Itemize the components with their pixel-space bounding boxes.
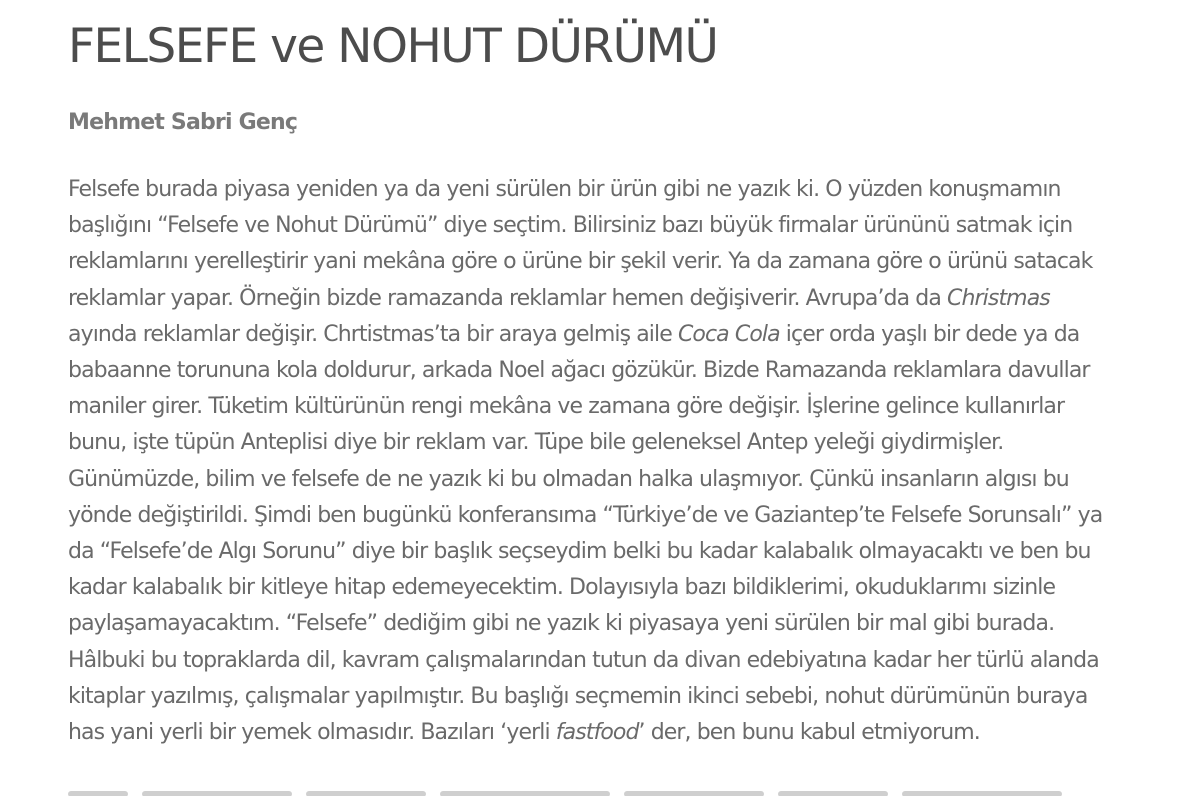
body-line: reklamlarını yerelleştirir yani mekâna göre o ürüne bir şekil verir. Ya da zamana göre o ürünü satacak	[68, 249, 1093, 275]
body-line: da “Felsefe’de Algı Sorunu” diye bir başlık seçseydim belki bu kadar kalabalık olmayacaktı ve ben bu	[68, 539, 1091, 565]
body-line: bunu, işte tüpün Anteplisi diye bir reklam var. Tüpe bile geleneksel Antep yeleği giydirmişler.	[68, 430, 1004, 456]
body-line: Hâlbuki bu topraklarda dil, kavram çalışmalarından tutun da divan edebiyatına kadar her türlü alanda	[68, 647, 1099, 673]
body-line: kitaplar yazılmış, çalışmalar yapılmıştır. Bu başlığı seçmemin ikinci sebebi, nohut dürümünün buraya	[68, 683, 1088, 709]
body-line: başlığını “Felsefe ve Nohut Dürümü” diye seçtim. Bilirsiniz bazı büyük firmalar ürününü satmak için	[68, 213, 1073, 239]
article-body	[68, 172, 1148, 751]
italic-term: Coca Cola	[677, 321, 780, 347]
body-line: ayında reklamlar değişir. Chrtistmas’ta bir araya gelmiş aile Coca Cola içer orda yaşlı bir dede ya da	[68, 321, 1080, 347]
body-line: Felsefe burada piyasa yeniden ya da yeni sürülen bir ürün gibi ne yazık ki. O yüzden konuşmamın	[68, 177, 1061, 202]
body-line: babaanne torununa kola doldurur, arkada Noel ağacı gözükür. Bizde Ramazanda reklamlara davullar	[68, 358, 1090, 384]
cut-off-next-paragraph	[68, 782, 1148, 796]
body-line: reklamlar yapar. Örneğin bizde ramazanda reklamlar hemen değişiverir. Avrupa’da da Christmas	[68, 285, 1050, 311]
body-line: has yani yerli bir yemek olmasıdır. Bazıları ‘yerli fastfood’ der, ben bunu kabul etmiyorum.	[68, 720, 980, 746]
body-line: maniler girer. Tüketim kültürünün rengi mekâna ve zamana göre değişir. İşlerine gelince kullanırlar	[68, 394, 1065, 420]
italic-term: Christmas	[947, 285, 1050, 311]
body-line: kadar kalabalık bir kitleye hitap edemeyecektim. Dolayısıyla bazı bildiklerimi, okuduklarımı sizinle	[68, 575, 1056, 601]
article-author: Mehmet Sabri Genç	[68, 110, 298, 135]
body-line: yönde değiştirildi. Şimdi ben bugünkü konferansıma “Türkiye’de ve Gaziantep’te Felsefe Sorunsalı” ya	[68, 502, 1103, 528]
body-line: paylaşamayacaktım. “Felsefe” dediğim gibi ne yazık ki piyasaya yeni sürülen bir mal gibi burada.	[68, 611, 1055, 637]
article-title: FELSEFE ve NOHUT DÜRÜMÜ	[68, 19, 718, 74]
body-line: Günümüzde, bilim ve felsefe de ne yazık ki bu olmadan halka ulaşmıyor. Çünkü insanların algısı bu	[68, 466, 1069, 492]
italic-term: fastfood	[555, 720, 639, 746]
